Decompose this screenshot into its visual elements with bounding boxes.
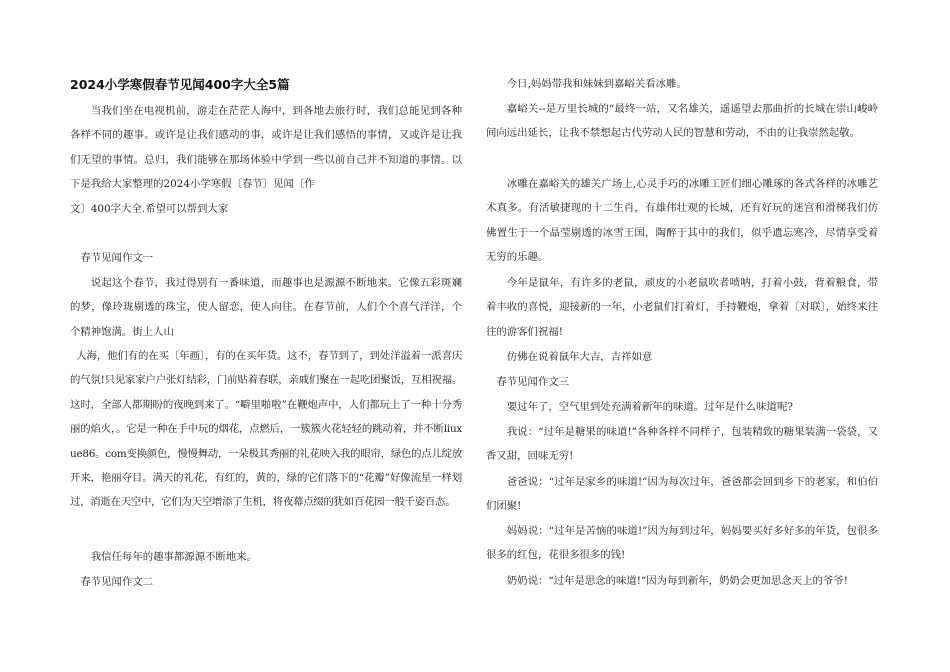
essay-1-paragraph-3: 我信任每年的趣事都源源不断地来。 <box>90 551 258 563</box>
section-heading-2: 春节见闻作文二 <box>80 576 154 588</box>
essay-2-paragraph-1: 今日,妈妈带我和妹妹到嘉峪关看冰雕。 <box>506 78 687 90</box>
essay-3-paragraph-2: 我说：“过年是糖果的味道!”各种各样不同样子，包装精致的糖果装满一袋袋，又香又甜，回味无穷! <box>486 426 878 463</box>
essay-2-paragraph-3: 冰雕在嘉峪关的雄关广场上,心灵手巧的冰雕工匠们细心雕琢的各式各样的冰雕艺术真多。有活敏捷现的十二生肖，有雄伟壮观的长城，还有好玩的迷宫和滑梯我们仿佛置生于一个晶莹剔透的冰雪王国，陶醉于其中的我们，似乎遗忘寒冷，尽情享受着无穷的乐趣。 <box>486 178 878 264</box>
essay-3-paragraph-3: 爸爸说：“过年是家乡的味道!”因为每次过年，爸爸都会回到乡下的老家，和伯伯们团聚! <box>486 476 878 513</box>
essay-1-paragraph-1: 说起这个春节，我过得别有一番味道，而趣事也是源源不断地来。它像五彩斑斓的梦，像玲珑剔透的珠宝，使人留恋，使人向往。在春节前，人们个个喜气洋洋，个个精神饱满。街上人山 <box>70 277 462 338</box>
essay-2-paragraph-4: 今年是鼠年，有许多的老鼠，顽皮的小老鼠吹者喷呐，打着小鼓，背着粮食，带着丰收的喜悦，迎接新的一年，小老鼠们打着灯，手持鞭炮，拿着〔对联〕，始终来往往的游客们祝福! <box>486 277 878 338</box>
essay-2-paragraph-2: 嘉峪关--是万里长城的“最终一站，又名雄关，遥遥望去那曲折的长城在崇山峻岭间向远出延长，让我不禁想起古代劳动人民的智慧和劳动，不由的让我崇然起敬。 <box>486 103 878 140</box>
section-heading-1: 春节见闻作文一 <box>80 252 154 264</box>
essay-3-paragraph-4: 妈妈说：“过年是苦恼的味道!”因为每到过年，妈妈要买好多好多的年货，包很多很多的红包，花很多很多的钱! <box>486 525 878 562</box>
essay-3-paragraph-1: 要过年了，空气里到处充满着新年的味道。过年是什么味道呢? <box>506 401 793 413</box>
section-heading-3: 春节见闻作文三 <box>496 376 570 388</box>
essay-2-paragraph-5: 仿佛在说着鼠年大吉，吉祥如意 <box>506 351 653 363</box>
document-title: 2024小学寒假春节见闻400字大全5篇 <box>70 77 290 92</box>
intro-paragraph-end: 文〕400字大全.希望可以帮到大家 <box>70 203 229 215</box>
essay-3-paragraph-5: 奶奶说：“过年是思念的味道!”因为每到新年，奶奶会更加思念天上的爷爷! <box>506 575 848 587</box>
essay-1-paragraph-2: 人海，他们有的在买〔年画〕，有的在买年货。这不，春节到了，到处洋溢着一派喜庆的气氛!只见家家户户张灯结彩，门前贴着春联，亲戚们聚在一起吃团聚饭，互相祝福。这时，全部人都期盼的夜晚到来了。“噼里啪啦”在鞭炮声中，人们都玩上了一种十分秀丽的焰火，。它是一种在手中玩的烟花，点燃后，一簇簇火花轻轻的跳动着，并不断liuxue86。com变换颜色，慢慢舞动，一朵极其秀丽的礼花映入我的眼帘，绿色的点儿绽放开来，艳丽夺目。满天的礼花，有红的，黄的，绿的它们落下的“花瓣”好像流星一样划过，消逝在天空中，它们为天空增添了生机，将夜幕点缀的犹如百花园一般千姿百态。 <box>70 350 462 509</box>
intro-paragraph: 当我们坐在电视机前，游走在茫茫人海中，到各地去旅行时，我们总能见到各种各样不同的趣事。或许是让我们感动的事，或许是让我们感悟的事情，又或许是让我们无望的事情。总归，我们能够在那场体验中学到一些以前自己并不知道的事情。以下是我给大家整理的2024小学寒假〔春节〕见闻〔作 <box>70 105 462 191</box>
